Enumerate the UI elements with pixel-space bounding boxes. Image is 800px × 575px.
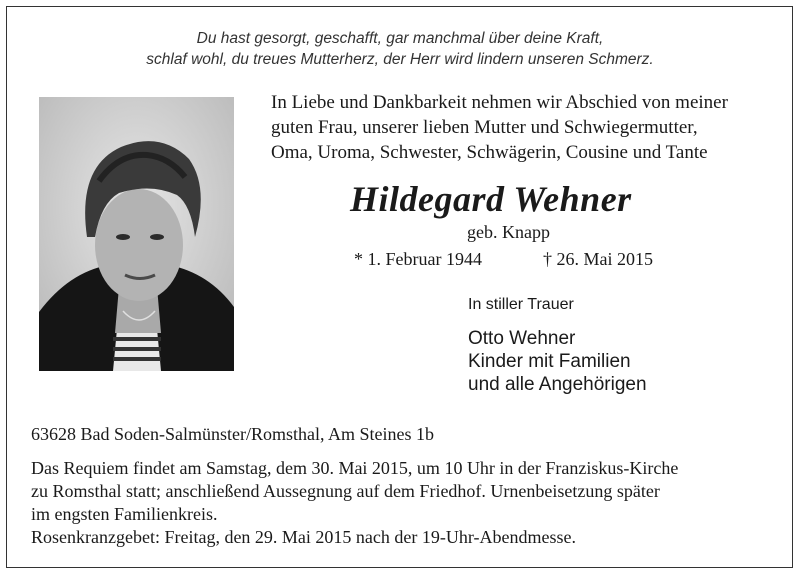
mourners-list [468,327,647,396]
intro-line-1: In Liebe und Dankbarkeit nehmen wir Abschied von meiner [271,92,728,113]
death-date: † 26. Mai 2015 [543,249,653,269]
details-line-2: zu Romsthal statt; anschließend Aussegnung auf dem Friedhof. Urnenbeisetzung später [31,481,660,501]
deceased-name: Hildegard Wehner [350,179,632,219]
details-line-4: Rosenkranzgebet: Freitag, den 29. Mai 2015 nach der 19-Uhr-Abendmesse. [31,527,576,547]
portrait-illustration [39,97,234,371]
maiden-name: geb. Knapp [467,222,550,242]
service-details [31,457,771,549]
address: 63628 Bad Soden-Salmünster/Romsthal, Am Steines 1b [31,424,434,444]
birth-date: * 1. Februar 1944 [354,249,482,269]
mourner-3: und alle Angehörigen [468,374,647,395]
poem-line-1: Du hast gesorgt, geschafft, gar manchmal über deine Kraft, [196,30,604,47]
intro-line-3: Oma, Uroma, Schwester, Schwägerin, Cousine und Tante [271,142,708,163]
portrait-photo [39,97,234,371]
mourning-heading: In stiller Trauer [468,296,574,313]
poem [0,28,800,70]
intro-text [271,90,781,165]
intro-line-2: guten Frau, unserer lieben Mutter und Schwiegermutter, [271,117,698,138]
mourner-1: Otto Wehner [468,328,576,349]
details-line-1: Das Requiem findet am Samstag, dem 30. Mai 2015, um 10 Uhr in der Franziskus-Kirche [31,458,679,478]
poem-line-2: schlaf wohl, du treues Mutterherz, der Herr wird lindern unseren Schmerz. [146,51,654,68]
mourner-2: Kinder mit Familien [468,351,631,372]
details-line-3: im engsten Familienkreis. [31,504,218,524]
